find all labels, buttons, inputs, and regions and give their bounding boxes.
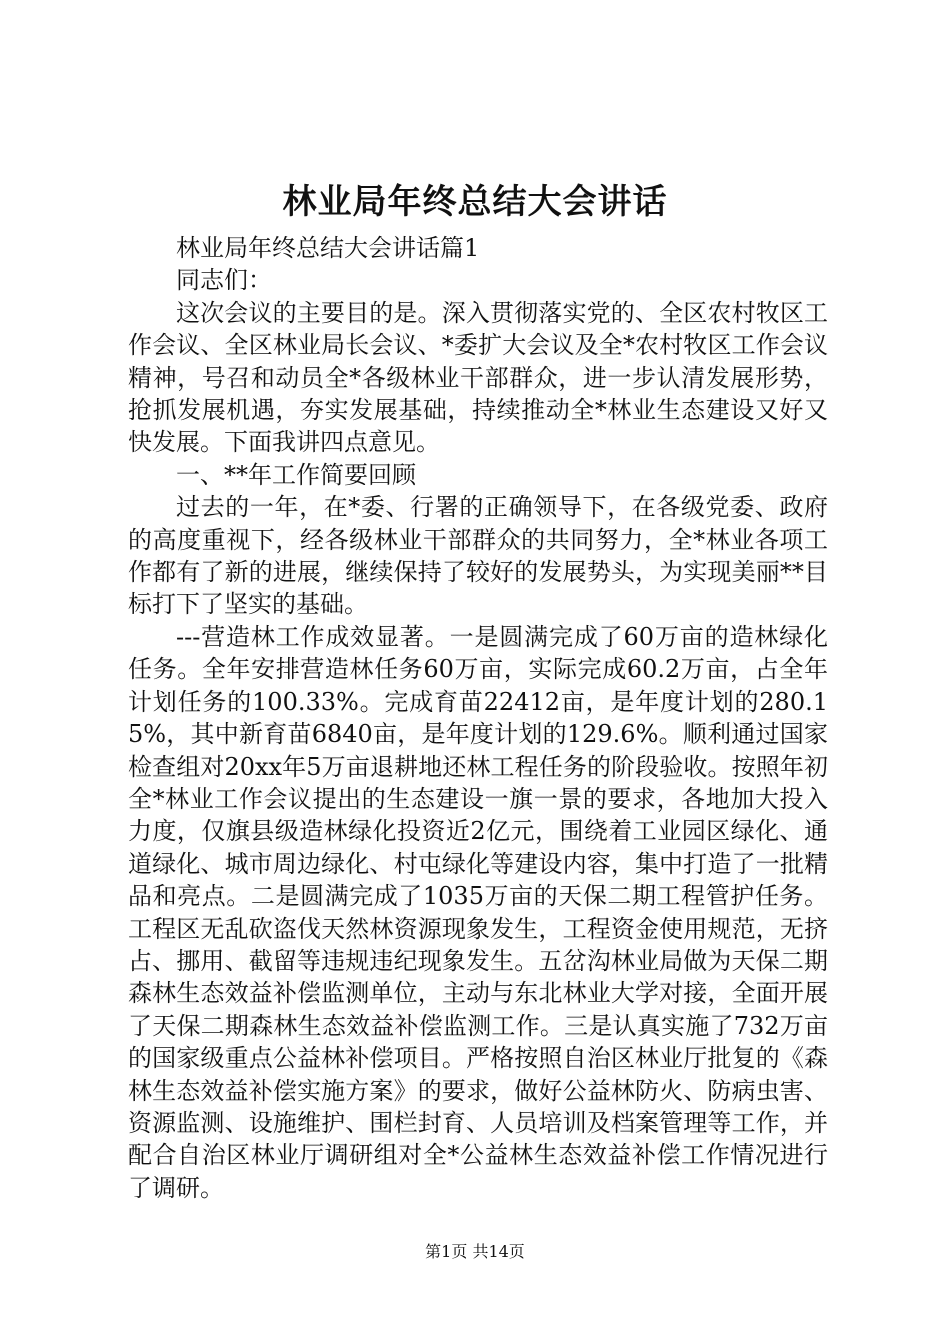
body-paragraph: ---营造林工作成效显著。一是圆满完成了60万亩的造林绿化任务。全年安排营造林任务60万亩，实际完成60.2万亩，占全年计划任务的100.33%。完成育苗22412亩，是年度计划的280.15%，其中新育苗6840亩，是年度计划的129.6%。顺利通过国家检查组对20xx年5万亩退耕地还林工程任务的阶段验收。按照年初全*林业工作会议提出的生态建设一旗一景的要求，各地加大投入力度，仅旗县级造林绿化投资近2亿元，围绕着工业园区绿化、通道绿化、城市周边绿化、村屯绿化等建设内容，集中打造了一批精品和亮点。二是圆满完成了1035万亩的天保二期工程管护任务。工程区无乱砍盗伐天然林资源现象发生，工程资金使用规范，无挤占、挪用、截留等违规违纪现象发生。五岔沟林业局做为天保二期森林生态效益补偿监测单位，主动与东北林业大学对接，全面开展了天保二期森林生态效益补偿监测工作。三是认真实施了732万亩的国家级重点公益林补偿项目。严格按照自治区林业厅批复的《森林生态效益补偿实施方案》的要求，做好公益林防火、防病虫害、资源监测、设施维护、围栏封育、人员培训及档案管理等工作，并配合自治区林业厅调研组对全*公益林生态效益补偿工作情况进行了调研。 [128,622,828,1202]
document-body [128,232,828,1204]
section-heading: 林业局年终总结大会讲话篇1 [176,234,480,262]
salutation: 同志们： [176,266,272,295]
page-number-footer: 第1页 共14页 [425,1242,525,1261]
document-title: 林业局年终总结大会讲话 [282,182,668,222]
body-paragraph: 这次会议的主要目的是。深入贯彻落实党的、全区农村牧区工作会议、全区林业局长会议、*委扩大会议及全*农村牧区工作会议精神，号召和动员全*各级林业干部群众，进一步认清发展形势，抢抓发展机遇，夯实发展基础，持续推动全*林业生态建设又好又快发展。下面我讲四点意见。 [128,298,828,457]
subheading: 一、**年工作简要回顾 [176,460,416,489]
body-paragraph: 过去的一年，在*委、行署的正确领导下，在各级党委、政府的高度重视下，经各级林业干部群众的共同努力，全*林业各项工作都有了新的进展，继续保持了较好的发展势头，为实现美丽**目标打下了坚实的基础。 [128,493,828,619]
